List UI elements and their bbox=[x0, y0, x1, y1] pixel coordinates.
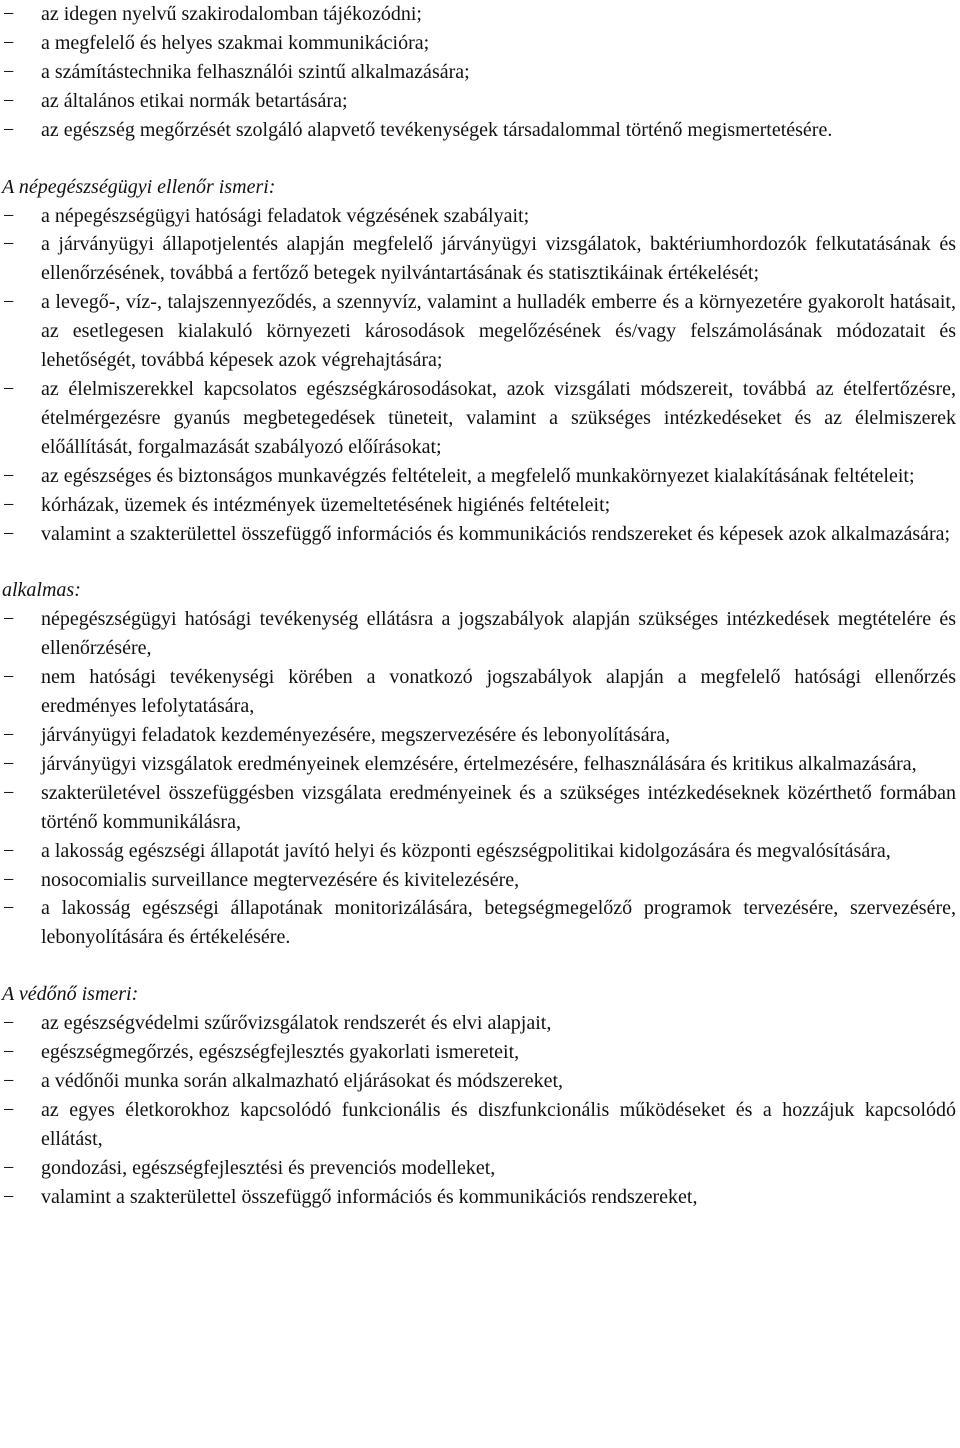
list-item bbox=[0, 375, 960, 462]
dash-bullet: − bbox=[3, 897, 15, 920]
dash-bullet: − bbox=[3, 1041, 15, 1064]
list-item-text: az egészség megőrzését szolgáló alapvető tevékenységek társadalommal történő megismertetésére. bbox=[41, 118, 833, 141]
section-skills bbox=[0, 0, 960, 145]
list-item-text: valamint a szakterülettel összefüggő információs és kommunikációs rendszereket és képesek azok alkalmazására; bbox=[41, 522, 951, 545]
dash-bullet: − bbox=[3, 608, 15, 631]
list-item-text: járványügyi feladatok kezdeményezésére, megszervezésére és lebonyolítására, bbox=[41, 724, 671, 747]
list-item-text: gondozási, egészségfejlesztési és prevenciós modelleket, bbox=[41, 1156, 496, 1179]
dash-bullet: − bbox=[3, 3, 15, 25]
dash-bullet: − bbox=[3, 1070, 15, 1093]
capability-list bbox=[0, 605, 960, 952]
dash-bullet: − bbox=[3, 118, 15, 141]
list-item bbox=[0, 202, 960, 231]
list-item bbox=[0, 1038, 960, 1067]
list-item-text: nem hatósági tevékenységi körében a vonatkozó jogszabályok alapján a megfelelő hatósági ellenőrzés eredményes lefolytatására, bbox=[41, 666, 956, 718]
list-item-text: az egészséges és biztonságos munkavégzés feltételeit, a megfelelő munkakörnyezet kialakításának feltételeit; bbox=[41, 464, 915, 487]
list-item bbox=[0, 116, 960, 145]
dash-bullet: − bbox=[3, 522, 15, 545]
dash-bullet: − bbox=[3, 377, 15, 400]
list-item-text: a levegő-, víz-, talajszennyeződés, a szennyvíz, valamint a hulladék emberre és a környezetére gyakorolt hatásait, az esetlegesen kialakuló környezeti károsodások megelőzésének és/vagy felszámolásának módozatait és lehetőségét, továbbá képesek azok végrehajtására; bbox=[41, 291, 956, 372]
dash-bullet: − bbox=[3, 1185, 15, 1208]
list-item bbox=[0, 779, 960, 837]
list-item-text: a számítástechnika felhasználói szintű alkalmazására; bbox=[41, 60, 470, 83]
section-alkalmas bbox=[0, 576, 960, 952]
list-item bbox=[0, 520, 960, 549]
list-item-text: a lakosság egészségi állapotát javító helyi és központi egészségpolitikai kidolgozására és megvalósítására, bbox=[41, 839, 891, 862]
list-item bbox=[0, 1096, 960, 1154]
dash-bullet: − bbox=[3, 1099, 15, 1121]
list-item-text: szakterületével összefüggésben vizsgálata eredményeinek és a szükséges intézkedéseknek közérthető formában történő kommunikálásra, bbox=[41, 781, 956, 833]
list-item-text: a megfelelő és helyes szakmai kommunikációra; bbox=[41, 31, 430, 54]
dash-bullet: − bbox=[3, 839, 15, 862]
list-item bbox=[0, 230, 960, 288]
list-item-text: kórházak, üzemek és intézmények üzemeltetésének higiénés feltételeit; bbox=[41, 493, 611, 516]
dash-bullet: − bbox=[3, 291, 15, 314]
dash-bullet: − bbox=[3, 1156, 15, 1179]
dash-bullet: − bbox=[3, 1012, 15, 1035]
list-item bbox=[0, 1067, 960, 1096]
section-heading: A védőnő ismeri: bbox=[2, 983, 139, 1006]
section-heading: A népegészségügyi ellenőr ismeri: bbox=[2, 175, 276, 198]
list-item-text: az egészségvédelmi szűrővizsgálatok rendszerét és elvi alapjait, bbox=[41, 1012, 552, 1035]
list-item bbox=[0, 837, 960, 866]
list-item bbox=[0, 462, 960, 491]
dash-bullet: − bbox=[3, 752, 15, 775]
list-item bbox=[0, 58, 960, 87]
list-item bbox=[0, 1009, 960, 1038]
dash-bullet: − bbox=[3, 666, 15, 689]
list-item bbox=[0, 29, 960, 58]
dash-bullet: − bbox=[3, 868, 15, 891]
list-item bbox=[0, 87, 960, 116]
dash-bullet: − bbox=[3, 60, 15, 83]
list-item-text: az általános etikai normák betartására; bbox=[41, 89, 348, 112]
vedono-knowledge-list bbox=[0, 1009, 960, 1211]
list-item bbox=[0, 605, 960, 663]
list-item-text: népegészségügyi hatósági tevékenység ellátásra a jogszabályok alapján szükséges intézkedések megtételére és ellenőrzésére, bbox=[41, 608, 956, 660]
skills-list bbox=[0, 0, 960, 145]
list-item-text: a védőnői munka során alkalmazható eljárásokat és módszereket, bbox=[41, 1070, 564, 1093]
dash-bullet: − bbox=[3, 781, 15, 804]
list-item-text: az élelmiszerekkel kapcsolatos egészségkárosodásokat, azok vizsgálati módszereit, továbbá az ételfertőzésre, ételmérgezésre gyanús megbetegedések tüneteit, valamint a szükséges intézkedéseket és az élelmiszerek előállítását, forgalmazását szabályozó előírásokat; bbox=[41, 377, 956, 458]
list-item-text: a népegészségügyi hatósági feladatok végzésének szabályait; bbox=[41, 204, 530, 227]
list-item bbox=[0, 750, 960, 779]
list-item bbox=[0, 491, 960, 520]
list-item-text: a járványügyi állapotjelentés alapján megfelelő járványügyi vizsgálatok, baktériumhordozók felkutatásának és ellenőrzésének, továbbá a fertőző betegek nyilvántartásának és statisztikáinak értékelését; bbox=[41, 233, 956, 285]
dash-bullet: − bbox=[3, 464, 15, 487]
list-item-text: valamint a szakterülettel összefüggő információs és kommunikációs rendszereket, bbox=[41, 1185, 698, 1208]
knowledge-list bbox=[0, 202, 960, 549]
list-item-text: az egyes életkorokhoz kapcsolódó funkcionális és diszfunkcionális működéseket és a hozzájuk kapcsolódó ellátást, bbox=[41, 1099, 956, 1150]
list-item-text: egészségmegőrzés, egészségfejlesztés gyakorlati ismereteit, bbox=[41, 1041, 520, 1064]
section-heading: alkalmas: bbox=[2, 579, 81, 602]
section-nepegeszsegugyi-ellenor bbox=[0, 173, 960, 549]
list-item bbox=[0, 0, 960, 29]
dash-bullet: − bbox=[3, 89, 15, 112]
list-item-text: nosocomialis surveillance megtervezésére és kivitelezésére, bbox=[41, 868, 520, 891]
list-item bbox=[0, 866, 960, 895]
section-vedono bbox=[0, 980, 960, 1211]
dash-bullet: − bbox=[3, 31, 15, 54]
list-item-text: járványügyi vizsgálatok eredményeinek elemzésére, értelmezésére, felhasználására és kritikus alkalmazására, bbox=[41, 752, 917, 775]
list-item bbox=[0, 1154, 960, 1183]
dash-bullet: − bbox=[3, 493, 15, 516]
list-item bbox=[0, 663, 960, 721]
list-item-text: az idegen nyelvű szakirodalomban tájékozódni; bbox=[41, 3, 422, 25]
list-item bbox=[0, 894, 960, 952]
list-item-text: a lakosság egészségi állapotának monitorizálására, betegségmegelőző programok tervezésére, szervezésére, lebonyolítására és értékelésére. bbox=[41, 897, 956, 949]
list-item bbox=[0, 1183, 960, 1212]
dash-bullet: − bbox=[3, 233, 15, 256]
list-item bbox=[0, 288, 960, 375]
dash-bullet: − bbox=[3, 724, 15, 747]
dash-bullet: − bbox=[3, 204, 15, 227]
list-item bbox=[0, 721, 960, 750]
